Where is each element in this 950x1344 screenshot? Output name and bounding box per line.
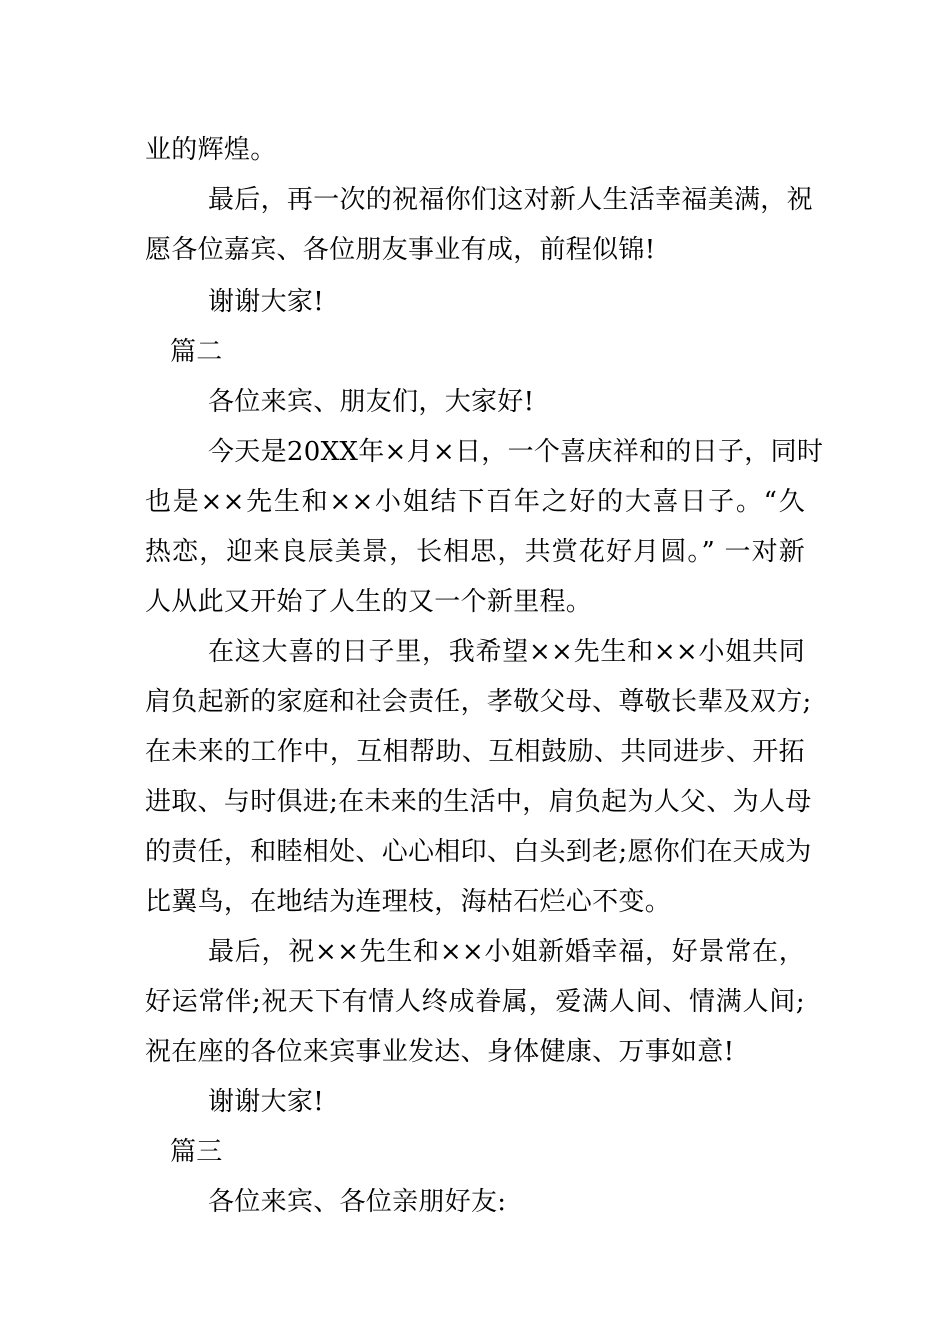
text-line: 在未来的工作中，互相帮助、互相鼓励、共同进步、开拓 (145, 737, 805, 767)
text-line: 最后，再一次的祝福你们这对新人生活幸福美满，祝 (208, 185, 813, 215)
text-line: 也是××先生和××小姐结下百年之好的大喜日子。“久 (145, 487, 805, 517)
text-line: 愿各位嘉宾、各位朋友事业有成，前程似锦! (145, 235, 656, 265)
text-line: 业的辉煌。 (145, 135, 277, 165)
text-line: 最后，祝××先生和××小姐新婚幸福，好景常在， (208, 937, 805, 967)
text-line: 热恋，迎来良辰美景，长相思，共赏花好月圆。” 一对新 (145, 537, 805, 567)
text-line: 谢谢大家! (208, 1087, 324, 1117)
text-line: 今天是20XX年×月×日，一个喜庆祥和的日子，同时 (208, 437, 824, 467)
text-line: 谢谢大家! (208, 287, 324, 317)
text-line: 进取、与时俱进;在未来的生活中，肩负起为人父、为人母 (145, 787, 812, 817)
text-line: 各位来宾、朋友们，大家好! (208, 387, 535, 417)
section-heading: 篇三 (170, 1137, 223, 1167)
text-line: 的责任，和睦相处、心心相印、白头到老;愿你们在天成为 (145, 837, 812, 867)
text-line: 在这大喜的日子里，我希望××先生和××小姐共同 (208, 637, 805, 667)
text-line: 肩负起新的家庭和社会责任，孝敬父母、尊敬长辈及双方; (145, 687, 812, 717)
text-line: 比翼鸟，在地结为连理枝，海枯石烂心不变。 (145, 887, 672, 917)
text-line: 人从此又开始了人生的又一个新里程。 (145, 587, 593, 617)
text-line: 好运常伴;祝天下有情人终成眷属，爱满人间、情满人间; (145, 987, 805, 1017)
text-line: 祝在座的各位来宾事业发达、身体健康、万事如意! (145, 1037, 735, 1067)
section-heading: 篇二 (170, 337, 223, 367)
text-line: 各位来宾、各位亲朋好友: (208, 1187, 507, 1217)
